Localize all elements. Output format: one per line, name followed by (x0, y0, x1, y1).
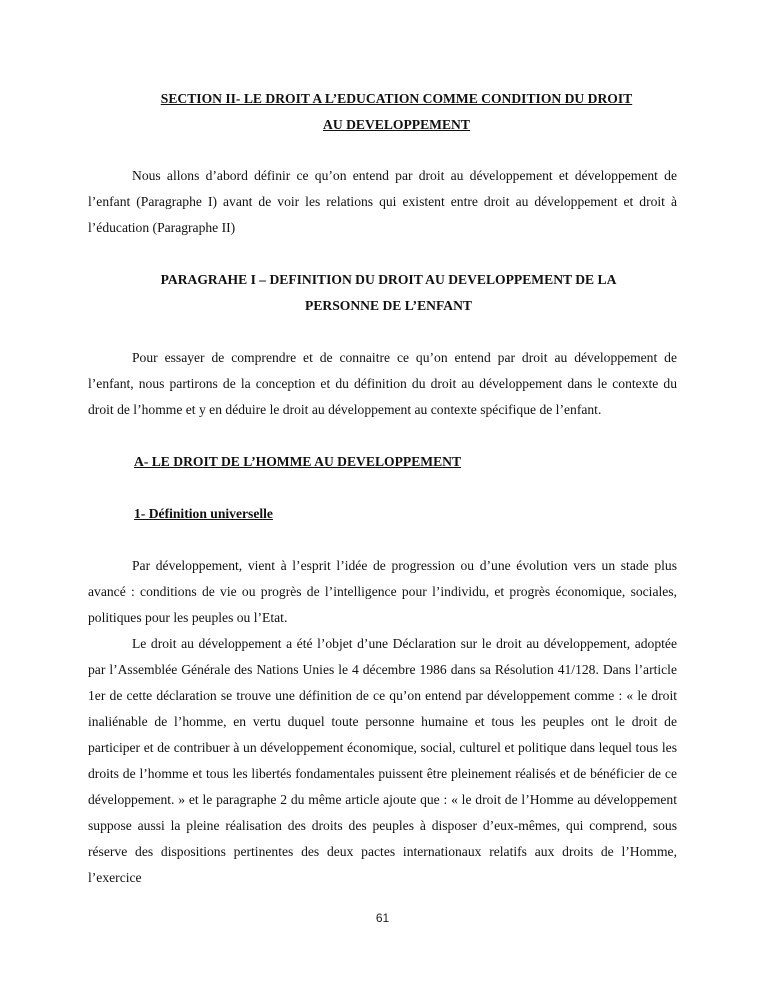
subsection-1-heading: 1- Définition universelle (134, 506, 273, 521)
section-title-line2: AU DEVELOPPEMENT (323, 117, 470, 132)
spacer (88, 241, 677, 267)
spacer (88, 475, 677, 501)
body-paragraph: Le droit au développement a été l’objet d’une Déclaration sur le droit au développement, adoptée par l’Assemblée Générale des Nations Unies le 4 décembre 1986 dans sa Résolution 41/128. Dans l’article 1er de cette déclaration se trouve une définition de ce qu’on entend par développement comme : « le droit inaliénable de l’homme, en vertu duquel toute personne humaine et tous les peuples ont le droit de participer et de contribuer à un développement économique, social, culturel et politique dans lequel tous les droits de l’homme et tous les libertés fondamentales puissent être pleinement réalisés et de bénéficier de ce développement. » et le paragraphe 2 du même article ajoute que : « le droit de l’Homme au développement suppose aussi la pleine réalisation des droits des peuples à disposer d’eux-mêmes, qui comprend, sous réserve des dispositions pertinentes des deux pactes internationaux relatifs aux droits de l’Homme, l’exercice (88, 636, 677, 885)
intro-paragraph: Nous allons d’abord définir ce qu’on entend par droit au développement et développement de l’enfant (Paragraphe I) avant de voir les relations qui existent entre droit au développement et droit à l’éducation (Paragraphe II) (88, 168, 677, 235)
spacer (88, 527, 677, 553)
paragraph-title-line2: PERSONNE DE L’ENFANT (305, 298, 472, 313)
spacer (88, 423, 677, 449)
spacer (88, 138, 677, 163)
subsection-a-heading: A- LE DROIT DE L’HOMME AU DEVELOPPEMENT (134, 454, 462, 469)
page-number: 61 (375, 911, 390, 925)
paragraph-intro: Pour essayer de comprendre et de connaitre ce qu’on entend par droit au développement de l’enfant, nous partirons de la conception et du définition du droit au développement dans le contexte du droit de l’homme et y en déduire le droit au développement au contexte spécifique de l’enfant. (88, 350, 677, 417)
section-title-line1: SECTION II- LE DROIT A L’EDUCATION COMME CONDITION DU DROIT (160, 91, 633, 106)
spacer (88, 319, 677, 345)
paragraph-title-line1: PARAGRAHE I – DEFINITION DU DROIT AU DEVELOPPEMENT DE LA (160, 272, 617, 287)
paragraph-title (88, 267, 677, 319)
section-title (88, 86, 677, 138)
body-paragraph: Par développement, vient à l’esprit l’idée de progression ou d’une évolution vers un stade plus avancé : conditions de vie ou progrès de l’intelligence pour l’individu, et progrès économique, sociales, politiques pour les peuples ou l’Etat. (88, 558, 677, 625)
document-page (88, 86, 677, 891)
